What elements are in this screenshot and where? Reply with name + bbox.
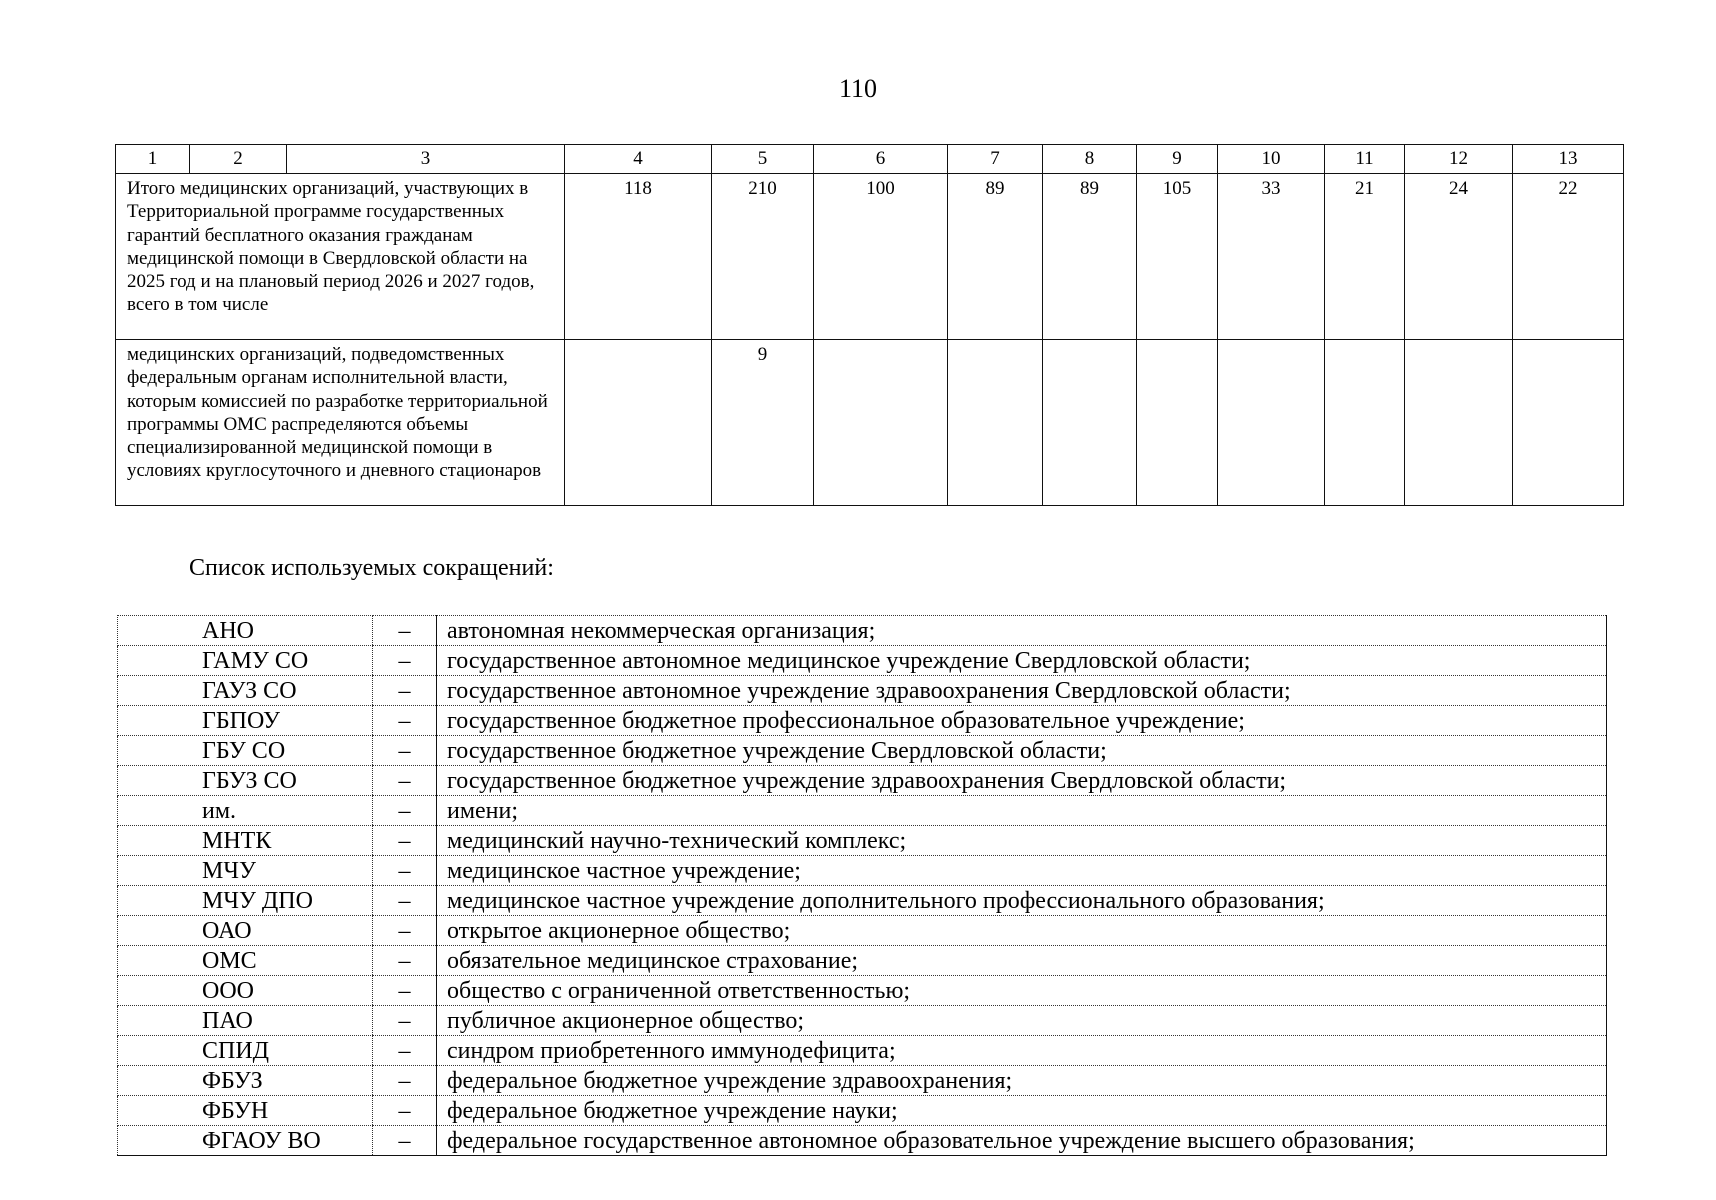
- abbreviation-definition: общество с ограниченной ответственностью;: [437, 976, 1607, 1006]
- column-number: 7: [948, 145, 1043, 174]
- column-number: 13: [1513, 145, 1624, 174]
- abbreviation-row: [118, 1006, 1607, 1036]
- table-cell: [814, 340, 948, 506]
- abbreviation-row: [118, 946, 1607, 976]
- column-number: 9: [1137, 145, 1218, 174]
- table-cell: 89: [1043, 174, 1137, 340]
- abbreviation-definition: медицинское частное учреждение дополнительного профессионального образования;: [437, 886, 1607, 916]
- column-number: 6: [814, 145, 948, 174]
- column-number: 10: [1218, 145, 1325, 174]
- abbreviation: ФБУЗ: [118, 1066, 373, 1096]
- abbreviation-definition: обязательное медицинское страхование;: [437, 946, 1607, 976]
- abbreviation: им.: [118, 796, 373, 826]
- abbreviation-row: [118, 886, 1607, 916]
- dash: –: [373, 976, 437, 1006]
- table-cell: [1405, 340, 1513, 506]
- table-cell: [1513, 340, 1624, 506]
- abbreviation-row: [118, 646, 1607, 676]
- table-cell: 9: [712, 340, 814, 506]
- abbreviation-definition: федеральное бюджетное учреждение науки;: [437, 1096, 1607, 1126]
- dash: –: [373, 706, 437, 736]
- table-cell: [1137, 340, 1218, 506]
- row-label: медицинских организаций, подведомственных федеральным органам исполнительной власти, которым комиссией по разработке территориальной программы ОМС распределяются объемы специализированной медицинской помощи в условиях круглосуточного и дневного стационаров: [116, 340, 565, 506]
- table-cell: 100: [814, 174, 948, 340]
- table-cell: 33: [1218, 174, 1325, 340]
- abbreviation: МЧУ: [118, 856, 373, 886]
- abbreviation: ОАО: [118, 916, 373, 946]
- dash: –: [373, 1066, 437, 1096]
- table-cell: 21: [1325, 174, 1405, 340]
- abbreviation-definition: федеральное государственное автономное образовательное учреждение высшего образования;: [437, 1126, 1607, 1156]
- dash: –: [373, 856, 437, 886]
- dash: –: [373, 616, 437, 646]
- abbreviation-row: [118, 976, 1607, 1006]
- abbreviation-row: [118, 916, 1607, 946]
- abbreviation-row: [118, 1096, 1607, 1126]
- column-number: 3: [287, 145, 565, 174]
- abbreviation: ГБПОУ: [118, 706, 373, 736]
- abbreviation-definition: автономная некоммерческая организация;: [437, 616, 1607, 646]
- table-row-total: [116, 174, 1624, 340]
- organizations-table: [115, 144, 1624, 506]
- table-cell: [1043, 340, 1137, 506]
- abbreviation: ГБУ СО: [118, 736, 373, 766]
- dash: –: [373, 646, 437, 676]
- abbreviation-definition: медицинский научно-технический комплекс;: [437, 826, 1607, 856]
- abbreviation-row: [118, 736, 1607, 766]
- abbreviation: ФБУН: [118, 1096, 373, 1126]
- abbreviation: ГАУЗ СО: [118, 676, 373, 706]
- dash: –: [373, 676, 437, 706]
- abbreviation: ГАМУ СО: [118, 646, 373, 676]
- abbreviation-definition: государственное бюджетное учреждение здравоохранения Свердловской области;: [437, 766, 1607, 796]
- abbreviation-definition: имени;: [437, 796, 1607, 826]
- abbreviation: МНТК: [118, 826, 373, 856]
- dash: –: [373, 766, 437, 796]
- table-row-federal: [116, 340, 1624, 506]
- abbreviation-row: [118, 676, 1607, 706]
- abbreviation-row: [118, 826, 1607, 856]
- abbreviation-row: [118, 616, 1607, 646]
- column-number: 11: [1325, 145, 1405, 174]
- abbreviation-definition: публичное акционерное общество;: [437, 1006, 1607, 1036]
- table-cell: 24: [1405, 174, 1513, 340]
- table-cell: [565, 340, 712, 506]
- column-numbers-row: [116, 145, 1624, 174]
- abbreviation-row: [118, 1036, 1607, 1066]
- abbreviation: СПИД: [118, 1036, 373, 1066]
- abbreviation-row: [118, 766, 1607, 796]
- column-number: 12: [1405, 145, 1513, 174]
- dash: –: [373, 886, 437, 916]
- abbreviation: ОМС: [118, 946, 373, 976]
- abbreviation: ПАО: [118, 1006, 373, 1036]
- table-cell: 210: [712, 174, 814, 340]
- table-cell: [1218, 340, 1325, 506]
- table-cell: 118: [565, 174, 712, 340]
- abbreviation-definition: медицинское частное учреждение;: [437, 856, 1607, 886]
- column-number: 1: [116, 145, 190, 174]
- abbreviation-definition: государственное бюджетное профессиональное образовательное учреждение;: [437, 706, 1607, 736]
- abbreviation-definition: синдром приобретенного иммунодефицита;: [437, 1036, 1607, 1066]
- table-cell: 89: [948, 174, 1043, 340]
- table-cell: 105: [1137, 174, 1218, 340]
- abbreviation-row: [118, 1066, 1607, 1096]
- dash: –: [373, 1096, 437, 1126]
- table-cell: [1325, 340, 1405, 506]
- abbreviation: МЧУ ДПО: [118, 886, 373, 916]
- abbreviation: ФГАОУ ВО: [118, 1126, 373, 1156]
- dash: –: [373, 826, 437, 856]
- table-cell: [948, 340, 1043, 506]
- table-cell: 22: [1513, 174, 1624, 340]
- column-number: 8: [1043, 145, 1137, 174]
- abbreviation-definition: федеральное бюджетное учреждение здравоохранения;: [437, 1066, 1607, 1096]
- abbreviations-title: Список используемых сокращений:: [189, 555, 554, 581]
- page-number: 110: [838, 74, 878, 103]
- dash: –: [373, 1006, 437, 1036]
- dash: –: [373, 946, 437, 976]
- dash: –: [373, 916, 437, 946]
- abbreviation: АНО: [118, 616, 373, 646]
- dash: –: [373, 736, 437, 766]
- abbreviation-definition: государственное бюджетное учреждение Свердловской области;: [437, 736, 1607, 766]
- abbreviation: ООО: [118, 976, 373, 1006]
- abbreviation-definition: открытое акционерное общество;: [437, 916, 1607, 946]
- dash: –: [373, 796, 437, 826]
- abbreviation-definition: государственное автономное медицинское учреждение Свердловской области;: [437, 646, 1607, 676]
- abbreviations-table: [117, 615, 1607, 1156]
- abbreviation-row: [118, 1126, 1607, 1156]
- row-label: Итого медицинских организаций, участвующих в Территориальной программе государственных гарантий бесплатного оказания гражданам медицинской помощи в Свердловской области на 2025 год и на плановый период 2026 и 2027 годов, всего в том числе: [116, 174, 565, 340]
- column-number: 5: [712, 145, 814, 174]
- column-number: 2: [190, 145, 287, 174]
- abbreviation-definition: государственное автономное учреждение здравоохранения Свердловской области;: [437, 676, 1607, 706]
- abbreviation-row: [118, 706, 1607, 736]
- column-number: 4: [565, 145, 712, 174]
- abbreviation: ГБУЗ СО: [118, 766, 373, 796]
- abbreviation-row: [118, 856, 1607, 886]
- dash: –: [373, 1126, 437, 1156]
- dash: –: [373, 1036, 437, 1066]
- abbreviation-row: [118, 796, 1607, 826]
